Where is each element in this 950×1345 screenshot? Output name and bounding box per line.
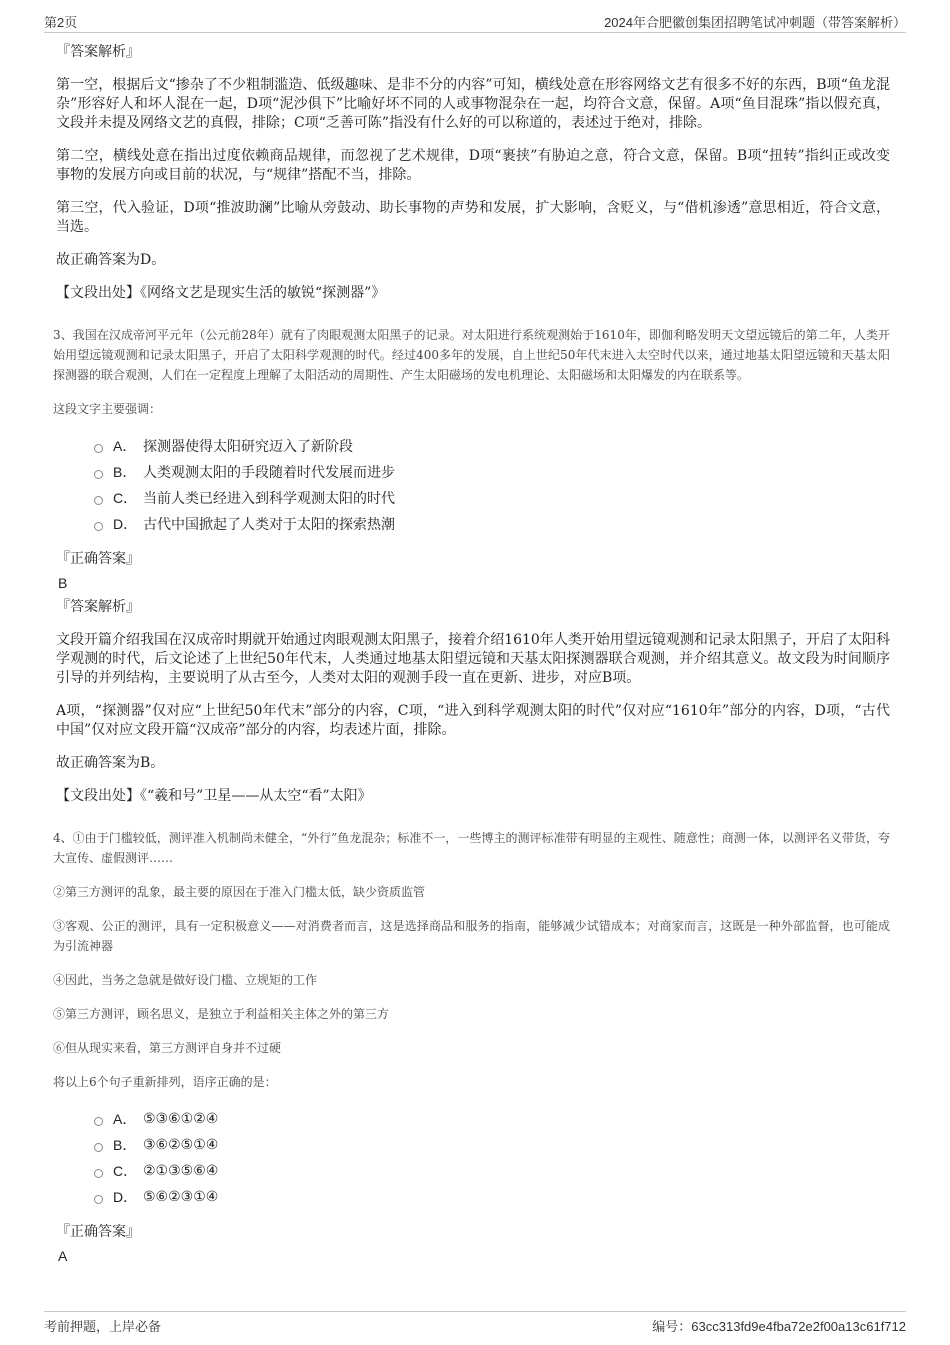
option-a[interactable] xyxy=(94,433,890,459)
analysis-label: 『答案解析』 xyxy=(56,44,140,60)
analysis-paragraph: 第二空，横线处意在指出过度依赖商品规律，而忽视了艺术规律，D项“裹挟”有胁迫之意，符合文意，保留。B项“扭转”指纠正或改变事物的发展方向或目前的状况，与“规律”搭配不当，排除。 xyxy=(56,148,890,183)
analysis-paragraph: 文段开篇介绍我国在汉成帝时期就开始通过肉眼观测太阳黑子，接着介绍1610年人类开始用望远镜观测和记录太阳黑子，开启了太阳科学观测的时代，后文论述了上世纪50年代末，人类通过地基太阳望远镜和天基太阳探测器联合观测，并介绍其意义。故文段为时间顺序引导的并列结构，主要说明了从古至今，人类对太阳的观测手段一直在更新、进步，对应B项。 xyxy=(56,632,890,686)
page-header xyxy=(44,8,906,33)
analysis-paragraph: A项，“探测器”仅对应“上世纪50年代末”部分的内容，C项，“进入到科学观测太阳的时代”仅对应“1610年”部分的内容，D项，“古代中国”仅对应文段开篇“汉成帝”部分的内容，均表述片面，排除。 xyxy=(56,703,890,738)
question-prompt: 将以上6个句子重新排列，语序正确的是： xyxy=(53,1075,277,1089)
option-text: ⑤③⑥①②④ xyxy=(143,1111,219,1127)
question-prompt: 这段文字主要强调： xyxy=(53,402,162,416)
footer-slogan: 考前押题，上岸必备 xyxy=(44,1319,162,1334)
passage-source: 【文段出处】《“羲和号”卫星——从太空“看”太阳》 xyxy=(56,788,372,804)
analysis-paragraph: 故正确答案为B。 xyxy=(56,755,165,771)
sentence-item: ⑤第三方测评，顾名思义，是独立于利益相关主体之外的第三方 xyxy=(53,1007,390,1021)
option-c[interactable] xyxy=(94,1158,890,1184)
correct-answer: A xyxy=(58,1248,68,1264)
document-title: 2024年合肥徽创集团招聘笔试冲刺题（带答案解析） xyxy=(604,15,906,30)
sentence-item: 4、①由于门槛较低，测评准入机制尚未健全，“外行”鱼龙混杂；标准不一，一些博主的测评标准带有明显的主观性、随意性；商测一体，以测评名义带货，夸大宣传、虚假测评…… xyxy=(53,831,890,865)
question-stem: 3、我国在汉成帝河平元年（公元前28年）就有了肉眼观测太阳黑子的记录。对太阳进行系统观测始于1610年，即伽利略发明天文望远镜后的第二年，人类开始用望远镜观测和记录太阳黑子，开启了太阳科学观测的时代。经过400多年的发展，自上世纪50年代末进入太空时代以来，通过地基太阳望远镜和天基太阳探测器的联合观测，人们在一定程度上理解了太阳活动的周期性、产生太阳磁场的发电机理论、太阳磁场和太阳爆发的内在联系等。 xyxy=(53,328,890,382)
answer-label: 『正确答案』 xyxy=(56,551,140,567)
sentence-item: ②第三方测评的乱象，最主要的原因在于准入门槛太低，缺少资质监管 xyxy=(53,885,426,899)
correct-answer: B xyxy=(58,575,68,591)
radio-icon[interactable] xyxy=(94,470,103,479)
option-key: A． xyxy=(113,438,137,454)
option-text: 当前人类已经进入到科学观测太阳的时代 xyxy=(143,491,395,507)
sentence-item: ④因此，当务之急就是做好设门槛、立规矩的工作 xyxy=(53,973,318,987)
analysis-paragraph: 故正确答案为D。 xyxy=(56,252,166,268)
option-text: ②①③⑤⑥④ xyxy=(143,1163,219,1179)
option-key: B． xyxy=(113,1137,137,1153)
passage-source: 【文段出处】《网络文艺是现实生活的敏锐“探测器”》 xyxy=(56,285,386,301)
radio-icon[interactable] xyxy=(94,496,103,505)
option-b[interactable] xyxy=(94,459,890,485)
option-key: B． xyxy=(113,464,137,480)
page-content xyxy=(53,42,890,1270)
radio-icon[interactable] xyxy=(94,522,103,531)
radio-icon[interactable] xyxy=(94,1195,103,1204)
sentence-item: ③客观、公正的测评，具有一定积极意义——对消费者而言，这是选择商品和服务的指南，能够减少试错成本；对商家而言，这既是一种外部监督，也可能成为引流神器 xyxy=(53,919,890,953)
option-text: 古代中国掀起了人类对于太阳的探索热潮 xyxy=(143,517,395,533)
document-code: 编号：63cc313fd9e4fba72e2f00a13c61f712 xyxy=(652,1319,906,1334)
option-key: D． xyxy=(113,516,138,532)
option-b[interactable] xyxy=(94,1132,890,1158)
analysis-label: 『答案解析』 xyxy=(56,599,140,615)
option-key: A． xyxy=(113,1111,137,1127)
option-d[interactable] xyxy=(94,1184,890,1210)
radio-icon[interactable] xyxy=(94,1169,103,1178)
option-text: ③⑥②⑤①④ xyxy=(143,1137,219,1153)
option-text: ⑤⑥②③①④ xyxy=(143,1189,219,1205)
option-list xyxy=(94,433,890,537)
radio-icon[interactable] xyxy=(94,1117,103,1126)
analysis-paragraph: 第三空，代入验证，D项“推波助澜”比喻从旁鼓动、助长事物的声势和发展，扩大影响，含贬义，与“借机渗透”意思相近，符合文意，当选。 xyxy=(56,200,890,235)
radio-icon[interactable] xyxy=(94,444,103,453)
option-list xyxy=(94,1106,890,1210)
radio-icon[interactable] xyxy=(94,1143,103,1152)
option-key: C． xyxy=(113,1163,138,1179)
option-text: 探测器使得太阳研究迈入了新阶段 xyxy=(143,439,353,455)
option-key: D． xyxy=(113,1189,138,1205)
page-number: 第2页 xyxy=(44,15,78,30)
option-a[interactable] xyxy=(94,1106,890,1132)
analysis-paragraph: 第一空，根据后文“掺杂了不少粗制滥造、低级趣味、是非不分的内容”可知，横线处意在形容网络文艺有很多不好的东西，B项“鱼龙混杂”形容好人和坏人混在一起，D项“泥沙俱下”比喻好坏不同的人或事物混杂在一起，均符合文意，保留。A项“鱼目混珠”指以假充真，文段并未提及网络文艺的真假，排除；C项“乏善可陈”指没有什么好的可以称道的，表述过于绝对，排除。 xyxy=(56,77,890,131)
page-footer xyxy=(44,1311,906,1336)
option-text: 人类观测太阳的手段随着时代发展而进步 xyxy=(143,465,395,481)
sentence-item: ⑥但从现实来看，第三方测评自身并不过硬 xyxy=(53,1041,282,1055)
option-key: C． xyxy=(113,490,138,506)
option-d[interactable] xyxy=(94,511,890,537)
answer-label: 『正确答案』 xyxy=(56,1224,140,1240)
option-c[interactable] xyxy=(94,485,890,511)
